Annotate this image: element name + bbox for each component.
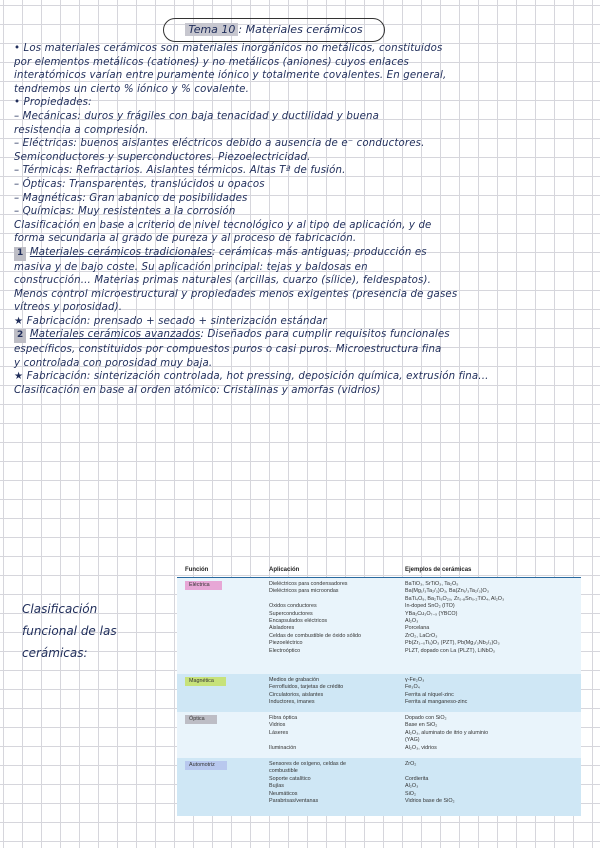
classification-line: Clasificación en base a criterio de nivel tecnológico y al tipo de aplicación, y de bbox=[14, 219, 432, 231]
traditional-line: masiva y de bajo coste. Su aplicación principal: tejas y baldosas en bbox=[14, 261, 368, 273]
application-text: Fibra óptica bbox=[269, 715, 298, 721]
application-cell bbox=[257, 674, 397, 712]
example-text: Pb(Zr₁₋ₓTiₓ)O₃ (PZT), Pb(Mg₁/₃Nb₂/₃)O₃ bbox=[405, 640, 500, 647]
intro-line: por elementos metálicos (cationes) y no metálicos (aniones) cuyos enlaces bbox=[14, 56, 409, 68]
intro-line: tendremos un cierto % iónico y % covalente. bbox=[14, 83, 249, 95]
side-label-line: funcional de las bbox=[22, 624, 117, 638]
example-text: Al₂O₃ bbox=[405, 783, 419, 790]
atomic-classification: Clasificación en base al orden atómico: Cristalinas y amorfas (vidrios) bbox=[14, 384, 381, 396]
property-line: – Químicas: Muy resistentes a la corrosión bbox=[14, 206, 236, 218]
application-text: Dieléctricos para condensadores bbox=[269, 581, 348, 587]
application-text: Bujías bbox=[269, 783, 284, 790]
example-text: Al₂O₃, vidrios bbox=[405, 744, 437, 751]
function-cell bbox=[177, 712, 257, 758]
traditional-line: construcción... Materias primas naturales (arcillas, cuarzo (sílice), feldespatos). bbox=[14, 275, 431, 287]
example-text: YBa₂Cu₃O₇₋ₓ (YBCO) bbox=[405, 610, 458, 617]
function-cell bbox=[177, 578, 257, 674]
side-label-line: Clasificación bbox=[22, 602, 98, 616]
application-text: Neumáticos bbox=[269, 790, 298, 797]
application-text bbox=[269, 737, 397, 744]
example-text: ZrO₂ bbox=[405, 761, 417, 767]
advanced-heading-line bbox=[14, 328, 586, 343]
intro-line: interatómicos varían entre puramente iónico y totalmente covalentes. En general, bbox=[14, 70, 447, 82]
function-tag: Óptica bbox=[185, 715, 217, 724]
application-text: Superconductores bbox=[269, 610, 313, 617]
examples-cell bbox=[397, 712, 581, 758]
header-function: Función bbox=[185, 566, 209, 573]
function-tag: Magnética bbox=[185, 677, 226, 686]
property-line: Semiconductores y superconductores. Piezoelectricidad. bbox=[14, 151, 311, 163]
example-text: BaTi₄O₉, Ba₂Ti₉O₂₀, Zr₀.₈Sn₀.₂TiO₄, Al₂O₃ bbox=[405, 595, 505, 602]
application-text: Iluminación bbox=[269, 744, 297, 751]
intro-line: • Los materiales cerámicos son materiales inorgánicos no metálicos, constituidos bbox=[14, 43, 443, 54]
table-group bbox=[177, 758, 581, 816]
ceramics-function-table bbox=[177, 564, 581, 834]
properties-heading: • Propiedades: bbox=[14, 97, 92, 109]
example-text: Dopado con SiO₂ bbox=[405, 715, 447, 721]
application-text: Inductores, imanes bbox=[269, 699, 315, 706]
example-text bbox=[405, 768, 581, 775]
example-text: Fe₃O₄ bbox=[405, 684, 420, 691]
examples-cell bbox=[397, 674, 581, 712]
example-text: Base en SiO₂ bbox=[405, 722, 438, 729]
page-title bbox=[163, 18, 385, 42]
application-text: Sensores de oxígeno, celdas de bbox=[269, 761, 347, 767]
notes-body bbox=[14, 42, 586, 397]
example-text: Vidrios base de SiO₂ bbox=[405, 797, 455, 804]
application-text: Dieléctricos para microondas bbox=[269, 588, 339, 595]
application-text bbox=[269, 596, 397, 603]
application-text: Medios de grabación bbox=[269, 677, 320, 683]
side-label bbox=[22, 598, 152, 664]
property-line: – Magnéticas: Gran abanico de posibilidades bbox=[14, 192, 248, 204]
traditional-fabrication: ★ Fabricación: prensado + secado + sinterización estándar bbox=[14, 315, 327, 327]
property-line: – Térmicas: Refractarios. Aislantes térmicos. Altas Tª de fusión. bbox=[14, 165, 346, 177]
example-text: BaTiO₃, SrTiO₃, Ta₂O₅ bbox=[405, 581, 459, 587]
example-text: Cordierita bbox=[405, 775, 429, 782]
header-examples: Ejemplos de cerámicas bbox=[405, 566, 472, 573]
example-text: ZrO₂, LaCrO₃ bbox=[405, 632, 438, 639]
traditional-line: : cerámicas más antiguas; producción es bbox=[212, 246, 427, 258]
function-tag: Eléctrica bbox=[185, 581, 222, 590]
advanced-line: : Diseñados para cumplir requisitos funcionales bbox=[200, 329, 450, 341]
traditional-line: vítreos y porosidad). bbox=[14, 302, 123, 314]
example-text: PLZT, dopado con La (PLZT), LiNbO₃ bbox=[405, 647, 495, 654]
application-text: Circulatorios, aislantes bbox=[269, 691, 324, 698]
application-cell bbox=[257, 578, 397, 674]
table-group bbox=[177, 578, 581, 674]
application-text: Parabrisas/ventanas bbox=[269, 797, 319, 804]
example-text: γ-Fe₂O₃ bbox=[405, 677, 425, 683]
application-text: Aisladores bbox=[269, 625, 295, 632]
example-text: Ferrita al níquel-zinc bbox=[405, 691, 454, 698]
table-header bbox=[177, 564, 581, 578]
example-text: SiO₂ bbox=[405, 790, 417, 797]
example-text: Ba(Mg₁/₃Ta₂/₃)O₃, Ba(Zn₁/₃Ta₂/₃)O₃ bbox=[405, 588, 489, 595]
side-label-line: cerámicas: bbox=[22, 646, 88, 660]
application-text: Electroóptico bbox=[269, 647, 301, 654]
application-cell bbox=[257, 712, 397, 758]
example-text: (YAG) bbox=[405, 737, 420, 744]
application-text: Celdas de combustible de óxido sólido bbox=[269, 632, 361, 639]
application-text: Óxidos conductores bbox=[269, 603, 317, 610]
example-text: In-doped SnO₂ (ITO) bbox=[405, 603, 455, 610]
advanced-line: específicos, constituidos por compuestos puros o casi puros. Microestructura fina bbox=[14, 344, 442, 356]
title-rest: : Materiales cerámicos bbox=[238, 23, 363, 36]
advanced-fabrication: ★ Fabricación: sinterización controlada, hot pressing, deposición química, extrusión fina... bbox=[14, 371, 489, 383]
traditional-number: 1 bbox=[14, 247, 26, 261]
classification-line: forma secundaria al grado de pureza y al proceso de fabricación. bbox=[14, 233, 357, 245]
property-line: resistencia a compresión. bbox=[14, 124, 149, 136]
application-cell bbox=[257, 758, 397, 816]
function-tag: Automotriz bbox=[185, 761, 227, 770]
application-text: Láseres bbox=[269, 729, 289, 736]
examples-cell bbox=[397, 758, 581, 816]
property-line: – Mecánicas: duros y frágiles con baja tenacidad y ductilidad y buena bbox=[14, 110, 380, 122]
table-group bbox=[177, 674, 581, 712]
table-group bbox=[177, 712, 581, 758]
advanced-heading: Materiales cerámicos avanzados bbox=[29, 329, 201, 341]
property-line: – Ópticas: Transparentes, translúcidos u opacos bbox=[14, 178, 265, 190]
example-text: Al₂O₃ bbox=[405, 617, 419, 624]
examples-cell bbox=[397, 578, 581, 674]
table-body bbox=[177, 578, 581, 816]
application-text: Ferrofluidos, tarjetas de crédito bbox=[269, 684, 344, 691]
advanced-number: 2 bbox=[14, 329, 26, 343]
traditional-heading-line bbox=[14, 246, 586, 261]
application-text: Soporte catalítico bbox=[269, 775, 311, 782]
header-application: Aplicación bbox=[269, 566, 300, 573]
property-line: – Eléctricas: buenos aislantes eléctricos debido a ausencia de e⁻ conductores. bbox=[14, 138, 425, 150]
title-prefix: Tema 10 bbox=[185, 23, 238, 36]
example-text: Al₂O₃, aluminato de itrio y aluminio bbox=[405, 729, 489, 736]
function-cell bbox=[177, 758, 257, 816]
application-text: Vidrios bbox=[269, 722, 286, 729]
function-cell bbox=[177, 674, 257, 712]
advanced-line: y controlada con porosidad muy baja. bbox=[14, 357, 213, 369]
application-text: Encapsulados eléctricos bbox=[269, 617, 328, 624]
example-text: Porcelana bbox=[405, 625, 430, 632]
application-text: Piezoeléctrico bbox=[269, 640, 303, 647]
application-text: combustible bbox=[269, 768, 298, 775]
traditional-line: Menos control microestructural y propiedades menos exigentes (presencia de gases bbox=[14, 288, 458, 300]
example-text: Ferrita al manganeso-zinc bbox=[405, 699, 468, 706]
traditional-heading: Materiales cerámicos tradicionales bbox=[29, 246, 213, 258]
